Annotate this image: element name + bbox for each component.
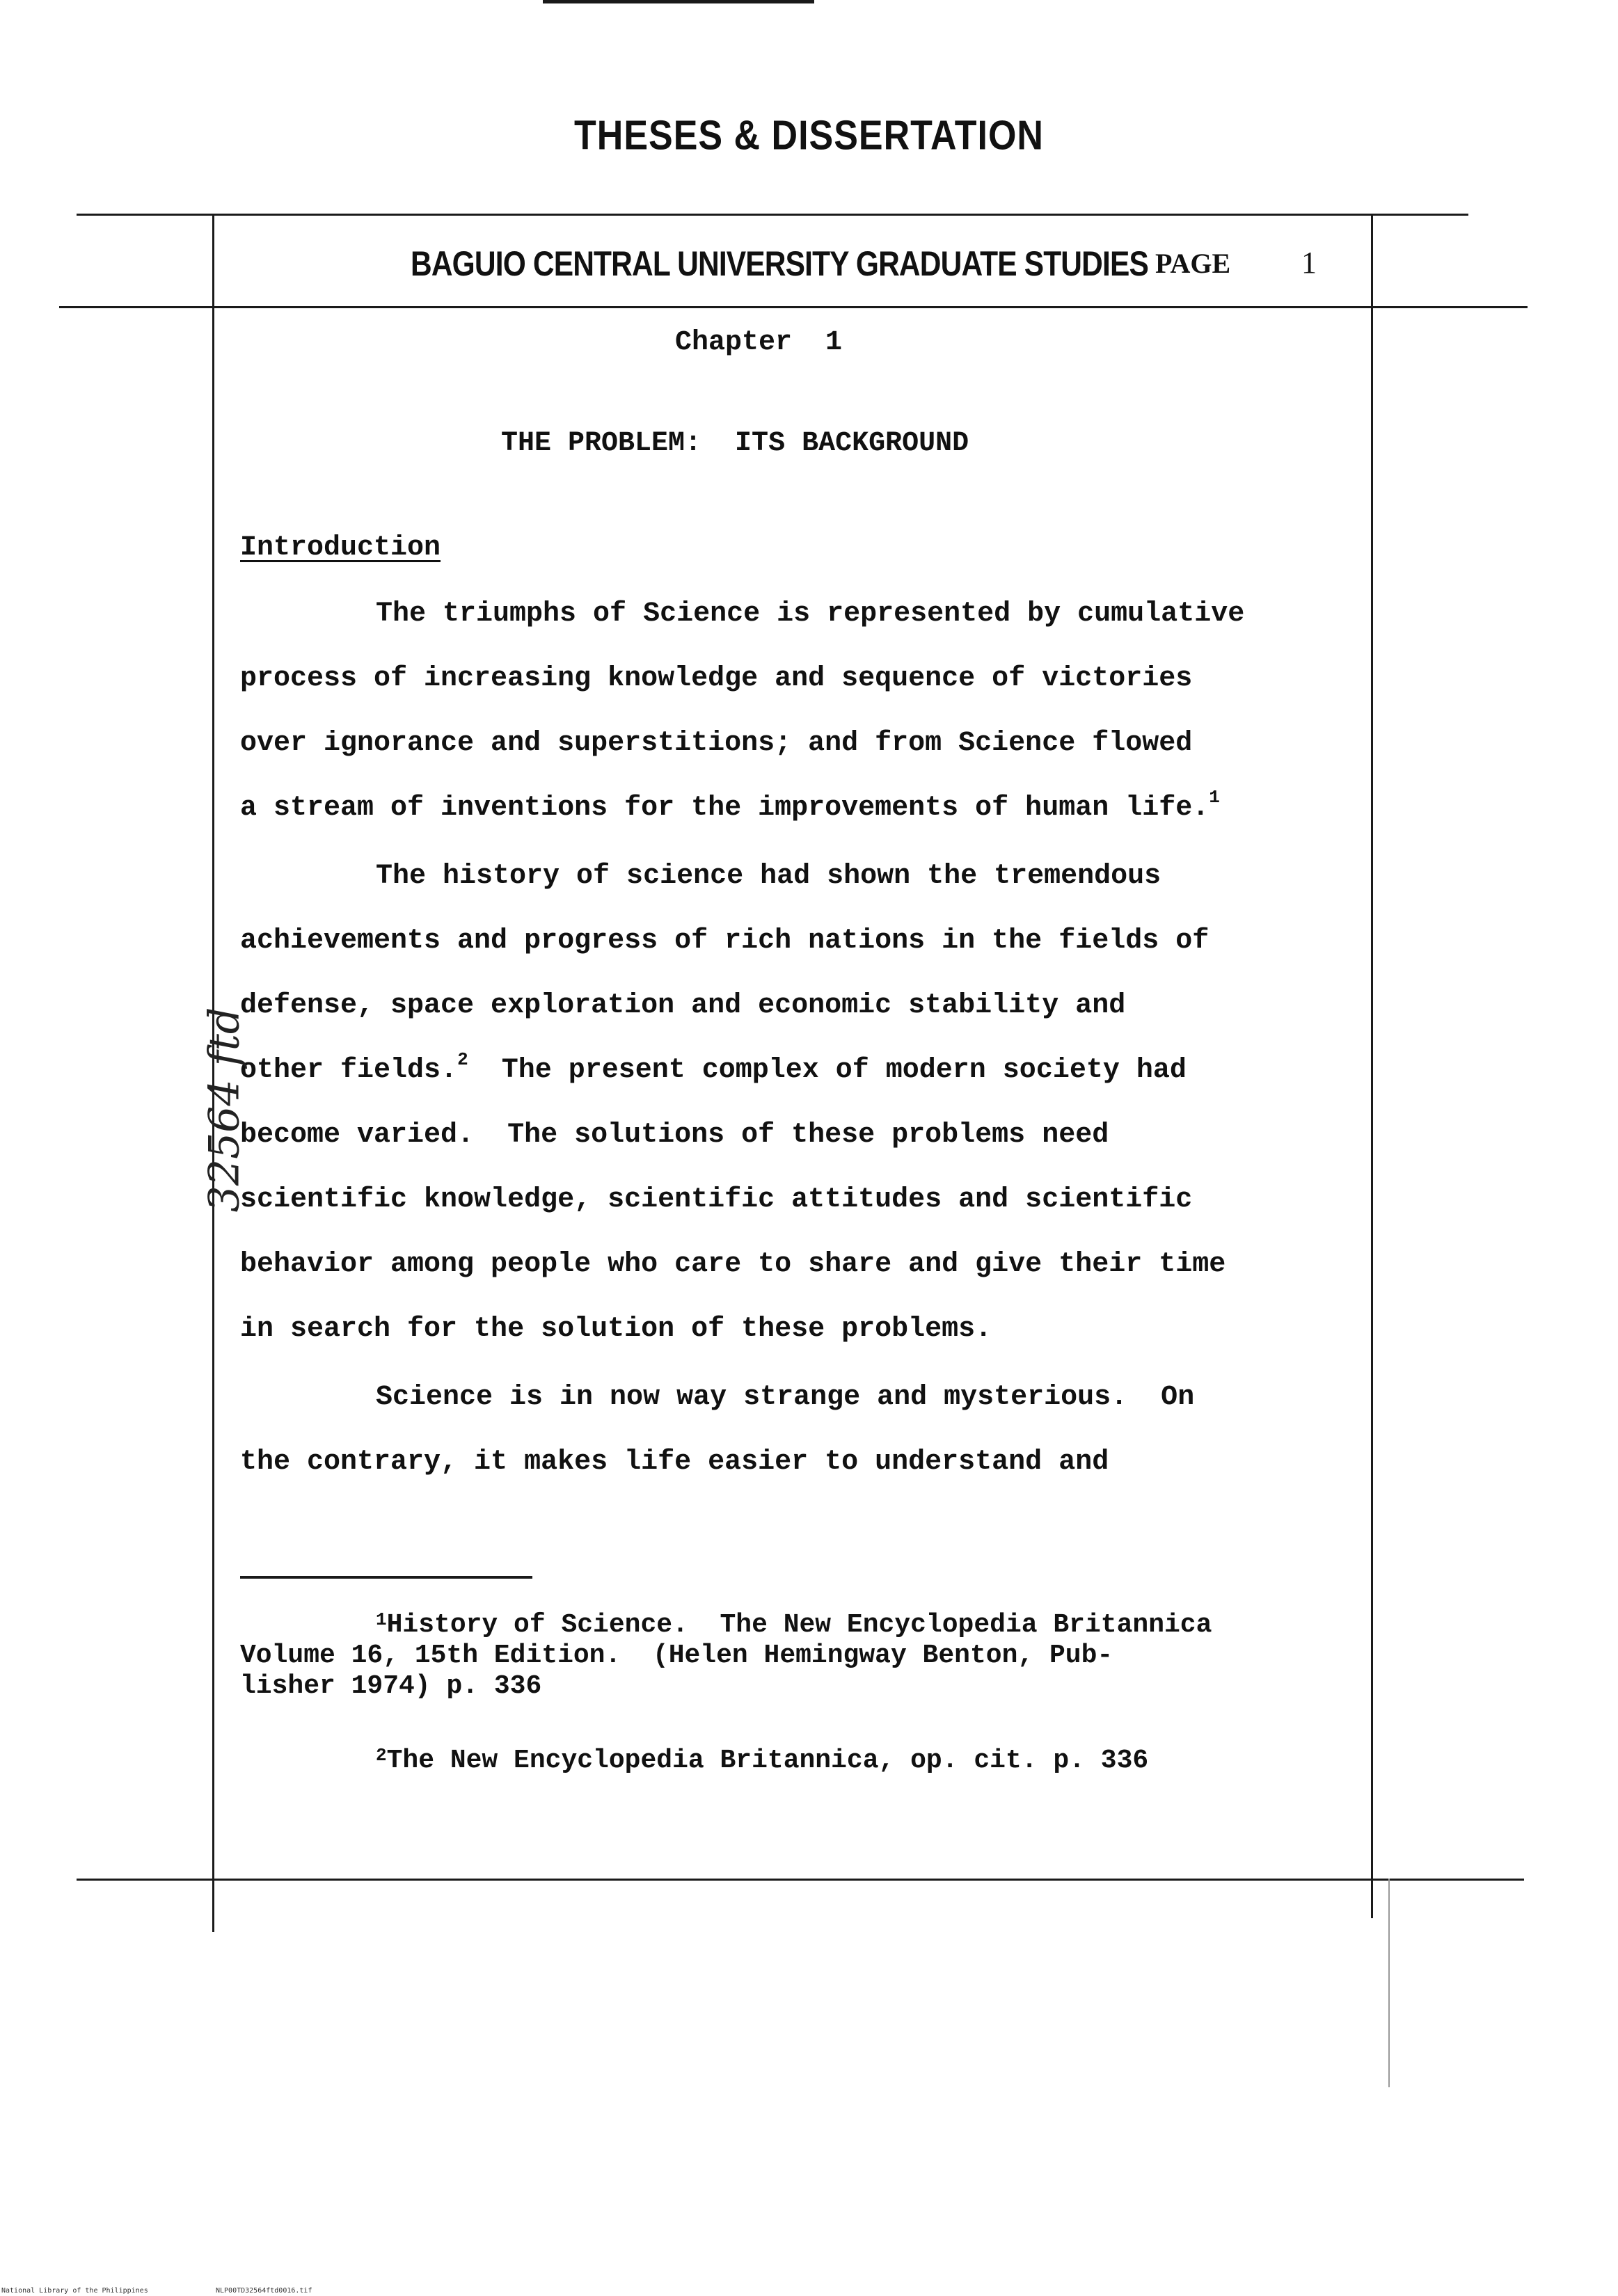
body-line: over ignorance and superstitions; and from Science flowed bbox=[240, 728, 1193, 759]
body-line-text: a stream of inventions for the improvements of human life. bbox=[240, 792, 1209, 824]
footnote-1-line: lisher 1974) p. 336 bbox=[240, 1671, 542, 1701]
page-number: 1 bbox=[1301, 246, 1317, 280]
frame-right-stub bbox=[1388, 1879, 1390, 2087]
frame-header-rule bbox=[59, 306, 1528, 308]
footnote-2-text: The New Encyclopedia Britannica, op. cit. p. 336 bbox=[386, 1746, 1149, 1776]
body-line-with-footnote bbox=[240, 787, 1220, 824]
body-line: The history of science had shown the tremendous bbox=[376, 861, 1161, 892]
footnote-1-line: Volume 16, 15th Edition. (Helen Hemingway Benton, Pub- bbox=[240, 1641, 1113, 1671]
chapter-title: THE PROBLEM: ITS BACKGROUND bbox=[501, 428, 969, 459]
footnote-mark-1: 1 bbox=[376, 1609, 387, 1630]
body-line: Science is in now way strange and mysterious. On bbox=[376, 1382, 1195, 1413]
frame-top-rule bbox=[77, 214, 1468, 216]
scan-filename: NLP00TD32564ftd0016.tif bbox=[216, 2287, 312, 2295]
footnote-1-line: History of Science. The New Encyclopedia Britannica bbox=[386, 1610, 1212, 1640]
footnote-separator bbox=[240, 1576, 532, 1579]
chapter-heading: Chapter 1 bbox=[675, 327, 843, 358]
body-line-text: other fields. bbox=[240, 1055, 458, 1086]
footnote-ref-1: 1 bbox=[1209, 787, 1220, 808]
frame-bottom-rule bbox=[77, 1879, 1524, 1881]
footnote-ref-2: 2 bbox=[457, 1049, 468, 1070]
body-line: defense, space exploration and economic stability and bbox=[240, 990, 1126, 1021]
footnote-1 bbox=[376, 1611, 1212, 1640]
body-line: become varied. The solutions of these problems need bbox=[240, 1119, 1109, 1151]
body-line-with-footnote bbox=[240, 1049, 1187, 1086]
body-line: in search for the solution of these problems. bbox=[240, 1314, 992, 1345]
frame-right-rule bbox=[1371, 214, 1373, 1918]
body-line: The triumphs of Science is represented by cumulative bbox=[376, 598, 1245, 630]
section-heading: Introduction bbox=[240, 532, 441, 564]
document-series-title: THESES & DISSERTATION bbox=[574, 112, 1044, 159]
university-header: BAGUIO CENTRAL UNIVERSITY GRADUATE STUDIES bbox=[411, 244, 1148, 283]
top-scan-mark bbox=[543, 0, 814, 3]
footnote-2 bbox=[376, 1746, 1148, 1776]
footnote-mark-2: 2 bbox=[376, 1745, 387, 1766]
page-label: PAGE bbox=[1155, 248, 1231, 279]
body-line: achievements and progress of rich nations in the fields of bbox=[240, 925, 1209, 957]
body-line-text: The present complex of modern society had bbox=[501, 1055, 1187, 1086]
body-line: the contrary, it makes life easier to understand and bbox=[240, 1446, 1109, 1478]
body-line: behavior among people who care to share and give their time bbox=[240, 1249, 1226, 1280]
body-line: process of increasing knowledge and sequence of victories bbox=[240, 663, 1193, 694]
scan-library-credit: National Library of the Philippines bbox=[1, 2287, 148, 2295]
body-line: scientific knowledge, scientific attitudes and scientific bbox=[240, 1184, 1193, 1215]
handwritten-accession-number: 32564 ftd bbox=[200, 1007, 249, 1213]
